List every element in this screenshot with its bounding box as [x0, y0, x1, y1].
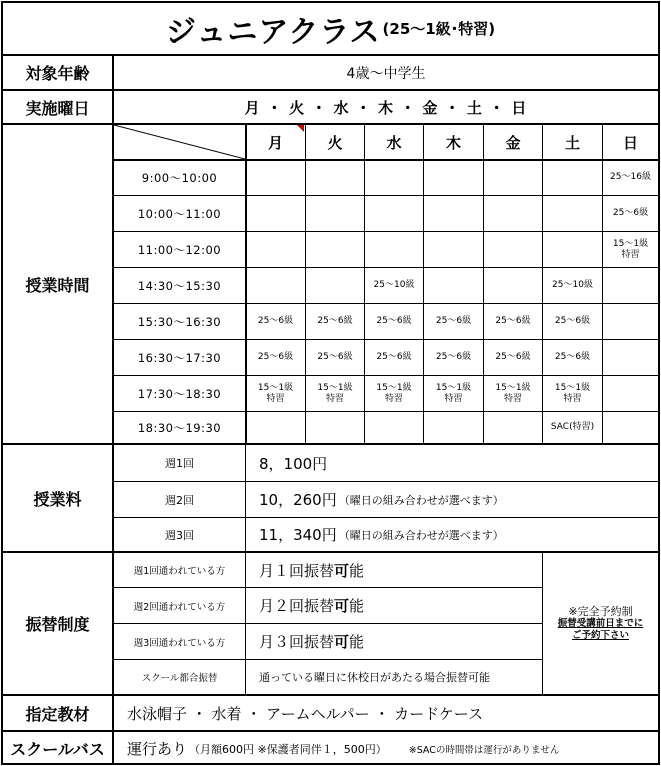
schedule-cell: 15～1級 特習 — [435, 382, 472, 404]
schedule-cell: 25～16級 — [610, 172, 651, 182]
schedule-cell — [365, 232, 423, 267]
fee-row-1-price: 8，100円 — [259, 454, 328, 473]
bus-label: スクールバス — [10, 740, 105, 759]
fee-row-3-freq: 週3回 — [165, 528, 194, 542]
schedule-cell — [484, 232, 542, 267]
time-slot: 14:30～15:30 — [137, 278, 222, 293]
schedule-cell — [424, 232, 483, 267]
day-header: 水 — [386, 133, 402, 152]
junior-class-sheet — [1, 1, 660, 765]
schedule-cell — [246, 268, 305, 303]
schedule-cell — [306, 268, 364, 303]
days-label: 実施曜日 — [25, 98, 90, 118]
schedule-cell — [246, 196, 305, 231]
transfer-row-2-text: 月２回振替 可 能 — [259, 597, 365, 615]
schedule-cell — [484, 196, 542, 231]
schedule-cell — [365, 160, 423, 195]
schedule-cell: 15～1級 特習 — [495, 382, 531, 404]
fee-row-3-price: 11，340円 （曜日の組み合わせが選べます） — [259, 526, 504, 544]
schedule-cell: 25～6級 — [612, 208, 649, 218]
schedule-cell — [306, 232, 364, 267]
schedule-cell — [424, 160, 483, 195]
title-area — [3, 3, 658, 54]
day-header: 日 — [622, 133, 638, 152]
schedule-label: 授業時間 — [25, 275, 90, 295]
page-subtitle: (25～1級･特習) — [382, 20, 496, 38]
schedule-cell: 15～1級 特習 — [612, 238, 649, 260]
schedule-cell — [424, 268, 483, 303]
time-slot: 17:30～18:30 — [137, 386, 222, 401]
schedule-cell — [543, 232, 602, 267]
schedule-cell — [246, 232, 305, 267]
day-header: 月 — [267, 133, 283, 152]
schedule-cell: 15～1級 特習 — [257, 382, 294, 404]
transfer-row-3-who: 週3回通われている方 — [133, 637, 226, 649]
schedule-cell: 15～1級 特習 — [554, 382, 591, 404]
materials-label: 指定教材 — [25, 704, 90, 724]
schedule-cell — [603, 268, 658, 303]
day-header: 木 — [445, 133, 461, 152]
transfer-row-1-who: 週1回通われている方 — [133, 566, 226, 577]
time-slot: 15:30～16:30 — [137, 314, 222, 329]
schedule-cell: 25～6級 — [257, 352, 294, 362]
schedule-cell — [603, 304, 658, 339]
day-header: 火 — [327, 133, 343, 152]
schedule-cell: SAC(特習) — [550, 422, 595, 432]
transfer-row-3-text: 月３回振替 可 能 — [259, 633, 365, 651]
schedule-cell — [424, 196, 483, 231]
schedule-cell: 25～6級 — [257, 316, 294, 326]
schedule-cell — [424, 412, 483, 443]
schedule-cell: 25～6級 — [554, 316, 591, 326]
schedule-cell: 25～6級 — [435, 316, 472, 326]
schedule-cell — [603, 412, 658, 443]
schedule-cell — [603, 340, 658, 375]
header-diagonal — [114, 125, 245, 159]
schedule-cell: 25～6級 — [317, 316, 353, 326]
page-title: ジュニアクラス — [165, 14, 381, 50]
schedule-cell — [246, 160, 305, 195]
day-header: 金 — [505, 133, 521, 152]
schedule-cell: 15～1級 特習 — [376, 382, 412, 404]
schedule-cell: 25～6級 — [376, 316, 412, 326]
schedule-cell: 25～6級 — [554, 352, 591, 362]
schedule-cell: 15～1級 特習 — [317, 382, 353, 404]
fee-row-1-freq: 週1回 — [165, 457, 194, 470]
schedule-cell — [365, 412, 423, 443]
schedule-cell — [484, 412, 542, 443]
time-slot: 16:30～17:30 — [137, 350, 222, 365]
fee-row-2-freq: 週2回 — [165, 493, 194, 507]
transfer-school-who: スクール都合振替 — [141, 673, 218, 684]
transfer-label: 振替制度 — [25, 615, 90, 634]
fee-row-2-price: 10，260円 （曜日の組み合わせが選べます） — [259, 491, 504, 509]
day-header: 土 — [564, 133, 580, 152]
schedule-cell — [484, 268, 542, 303]
time-slot: 9:00～10:00 — [141, 170, 218, 185]
schedule-cell — [306, 412, 364, 443]
materials-value: 水泳帽子 ・ 水着 ・ アームヘルパー ・ カードケース — [127, 704, 484, 723]
target-age-label: 対象年齢 — [25, 64, 90, 83]
schedule-cell — [365, 196, 423, 231]
schedule-cell: 25～10級 — [552, 280, 593, 290]
fees-label: 授業料 — [33, 489, 82, 509]
transfer-school-text: 通っている曜日に休校日があたる場合振替可能 — [259, 671, 490, 684]
bus-value: 運行あり （月額600円 ※保護者同伴１，500円） ※SACの時間帯は運行がありません — [127, 740, 560, 758]
time-slot: 11:00～12:00 — [137, 242, 222, 257]
schedule-cell: 25～6級 — [317, 352, 353, 362]
schedule-cell — [543, 196, 602, 231]
schedule-cell — [246, 412, 305, 443]
transfer-side-note: ※完全予約制 振替受講前日までに ご予約下さい — [557, 604, 644, 641]
schedule-cell — [603, 376, 658, 411]
schedule-cell — [306, 160, 364, 195]
target-age-value: 4歳～中学生 — [346, 65, 426, 82]
days-value: 月 ・ 火 ・ 水 ・ 木 ・ 金 ・ 土 ・ 日 — [244, 98, 528, 117]
schedule-cell: 25～6級 — [495, 352, 531, 362]
schedule-cell — [306, 196, 364, 231]
schedule-cell: 25～6級 — [376, 352, 412, 362]
time-slot: 10:00～11:00 — [137, 206, 222, 221]
time-slot: 18:30～19:30 — [137, 420, 222, 435]
transfer-row-2-who: 週2回通われている方 — [133, 601, 226, 613]
transfer-row-1-text: 月１回振替 可 能 — [259, 561, 365, 580]
schedule-cell — [543, 160, 602, 195]
schedule-cell: 25～6級 — [495, 316, 531, 326]
schedule-cell: 25～10級 — [373, 280, 415, 290]
schedule-cell: 25～6級 — [435, 352, 472, 362]
schedule-cell — [484, 160, 542, 195]
